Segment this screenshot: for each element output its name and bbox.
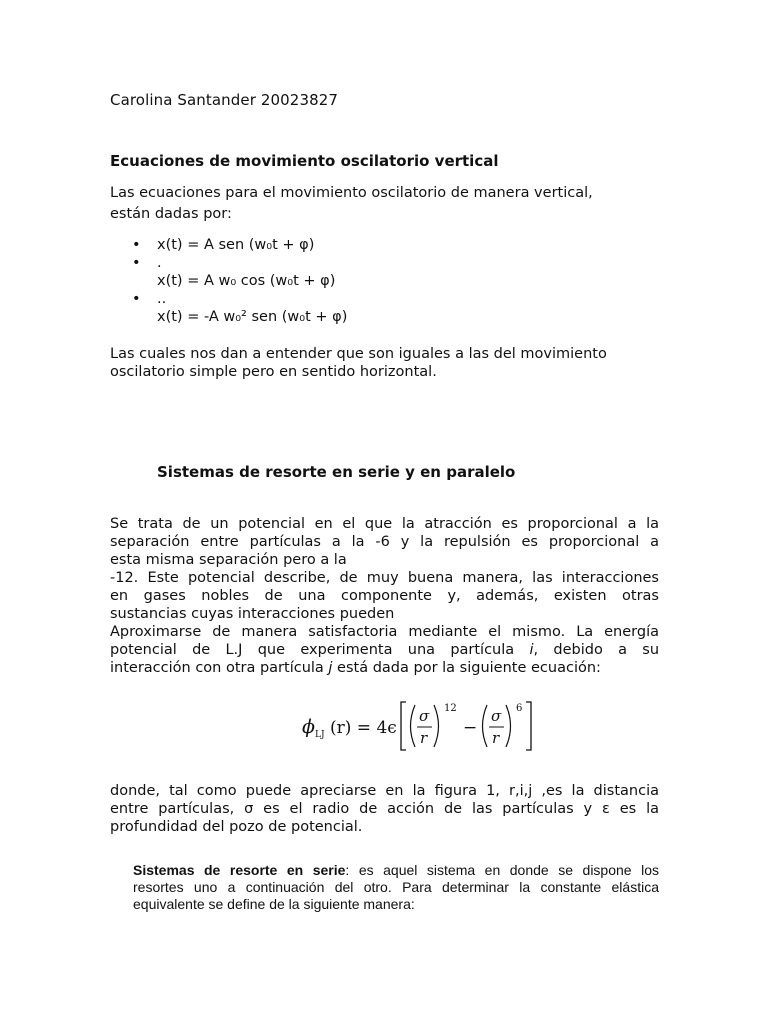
equation-position: x(t) = A sen (w₀t + φ) [157, 237, 315, 253]
paragraph-line: equivalente se define de la siguiente manera: [133, 896, 415, 912]
bullet-icon: • [132, 237, 141, 253]
conclusion-line-1: Las cuales nos dan a entender que son iguales a las del movimiento [110, 346, 607, 362]
equation-list [132, 236, 532, 326]
author-line: Carolina Santander 20023827 [110, 91, 339, 109]
italic-variable-i: i [529, 642, 534, 658]
derivative-dot-mark: .. [157, 291, 167, 307]
paragraph-line: resortes uno a continuación del otro. Para determinar la constante elástica [133, 879, 659, 895]
conclusion-line-2: oscilatorio simple pero en sentido horizontal. [110, 364, 437, 380]
paragraph-line-mixed [110, 659, 659, 677]
paragraph-line: profundidad del pozo de potencial. [110, 819, 363, 835]
intro-paragraph [110, 183, 650, 225]
list-item [132, 254, 532, 290]
right-paren [434, 705, 439, 747]
paragraph-line-mixed [110, 641, 659, 659]
text-segment: potencial de L.J que experimenta una partícula [110, 642, 515, 658]
paragraph-line: sustancias cuyas interacciones pueden [110, 606, 395, 622]
list-item [132, 290, 532, 326]
left-paren [411, 705, 416, 747]
left-bracket [401, 702, 406, 750]
intro-line-1: Las ecuaciones para el movimiento oscilatorio de manera vertical, [110, 185, 593, 201]
italic-variable-j: j [328, 660, 333, 676]
bullet-icon: • [132, 291, 141, 307]
conclusion-paragraph [110, 345, 660, 381]
text-segment: interacción con otra partícula [110, 660, 324, 676]
paragraph-line: -12. Este potencial describe, de muy buena manera, las interacciones [110, 570, 659, 586]
text-segment: está dada por la siguiente ecuación: [332, 660, 601, 676]
lj-subscript: LJ [315, 730, 325, 740]
paragraph-line: Aproximarse de manera satisfactoria mediante el mismo. La energía [110, 624, 659, 640]
paragraph-line: donde, tal como puede apreciarse en la figura 1, r,i,j ,es la distancia [110, 783, 659, 799]
left-paren [483, 705, 488, 747]
exponent-12: 12 [444, 703, 457, 714]
paragraph-line: en gases nobles de una componente y, además, existen otras [110, 588, 659, 604]
paragraph-line-mixed [133, 862, 659, 879]
paragraph-line: Se trata de un potencial en el que la atracción es proporcional a la [110, 516, 659, 532]
section-heading-oscillatory: Ecuaciones de movimiento oscilatorio vertical [110, 152, 499, 170]
intro-line-2: están dadas por: [110, 206, 232, 222]
list-item [132, 236, 532, 254]
paragraph-line: separación entre partículas a la -6 y la repulsión es proporcional a [110, 534, 659, 550]
right-bracket [526, 702, 531, 750]
lennard-jones-formula [300, 697, 540, 755]
derivative-dot-mark: . [157, 255, 162, 271]
sigma-numerator: σ [419, 707, 430, 725]
phi-symbol: ϕ [302, 716, 315, 738]
explanation-paragraph [110, 782, 659, 836]
r-denominator: r [420, 729, 428, 747]
equation-velocity: x(t) = A w₀ cos (w₀t + φ) [157, 273, 336, 289]
text-segment: : es aquel sistema en donde se dispone los [345, 862, 659, 878]
right-paren [506, 705, 511, 747]
text-segment: , debido a su [533, 642, 660, 658]
sigma-numerator: σ [491, 707, 502, 725]
section-heading-springs: Sistemas de resorte en serie y en paralelo [157, 463, 516, 481]
lennard-jones-paragraph [110, 515, 659, 677]
r-denominator: r [492, 729, 500, 747]
formula-lhs-arg: (r) = 4ϵ [330, 718, 397, 738]
bold-term: Sistemas de resorte en serie [133, 862, 346, 878]
equation-acceleration: x(t) = -A w₀² sen (w₀t + φ) [157, 309, 348, 325]
bullet-icon: • [132, 255, 141, 271]
series-springs-paragraph [133, 862, 659, 913]
minus-sign: − [463, 718, 478, 738]
exponent-6: 6 [516, 703, 523, 714]
paragraph-line: esta misma separación pero a la [110, 552, 347, 568]
paragraph-line: entre partículas, σ es el radio de acción de las partículas y ε es la [110, 801, 659, 817]
